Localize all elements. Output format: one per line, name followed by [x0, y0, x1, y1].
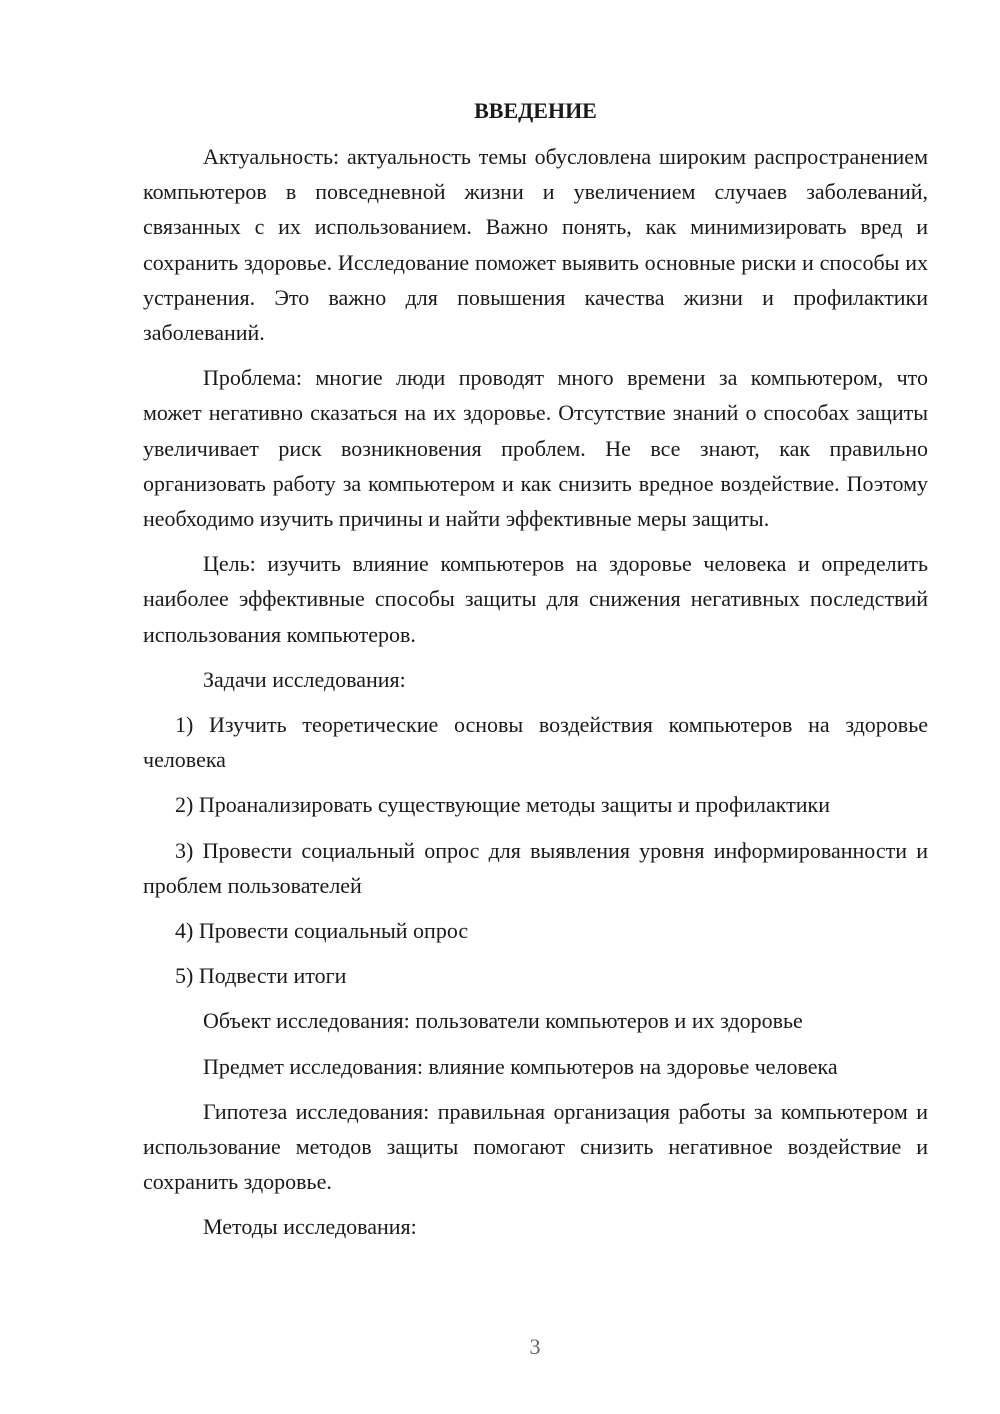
paragraph-hypothesis: Гипотеза исследования: правильная организация работы за компьютером и использование методов защиты помогают снизить негативное воздействие и сохранить здоровье. [143, 1098, 928, 1195]
task-item-5: 5) Подвести итоги [175, 963, 347, 989]
section-title: ВВЕДЕНИЕ [474, 98, 597, 123]
paragraph-relevance: Актуальность: актуальность темы обусловлена широким распространением компьютеров в повседневной жизни и увеличением случаев заболеваний, связанных с их использованием. Важно понять, как минимизировать вред и сохранить здоровье. Исследование поможет выявить основные риски и способы их устранения. Это важно для повышения качества жизни и профилактики заболеваний. [143, 144, 928, 346]
paragraph-methods: Методы исследования: [203, 1214, 417, 1240]
page-number: 3 [529, 1334, 541, 1359]
task-item-2: 2) Проанализировать существующие методы защиты и профилактики [175, 792, 831, 818]
paragraph-goal: Цель: изучить влияние компьютеров на здоровье человека и определить наиболее эффективные способы защиты для снижения негативных последствий использования компьютеров. [143, 551, 928, 647]
task-item-1: 1) Изучить теоретические основы воздействия компьютеров на здоровье человека [143, 712, 928, 773]
paragraph-problem: Проблема: многие люди проводят много времени за компьютером, что может негативно сказаться на их здоровье. Отсутствие знаний о способах защиты увеличивает риск возникновения проблем. Не все знают, как правильно организовать работу за компьютером и как снизить вредное воздействие. Поэтому необходимо изучить причины и найти эффективные меры защиты. [143, 365, 928, 532]
paragraph-tasks-heading: Задачи исследования: [203, 666, 406, 692]
task-item-3: 3) Провести социальный опрос для выявления уровня информированности и проблем пользователей [143, 837, 928, 898]
task-item-4: 4) Провести социальный опрос [175, 918, 469, 944]
paragraph-subject: Предмет исследования: влияние компьютеров на здоровье человека [203, 1053, 838, 1079]
document-page [143, 96, 928, 1255]
paragraph-object: Объект исследования: пользователи компьютеров и их здоровье [203, 1008, 803, 1034]
